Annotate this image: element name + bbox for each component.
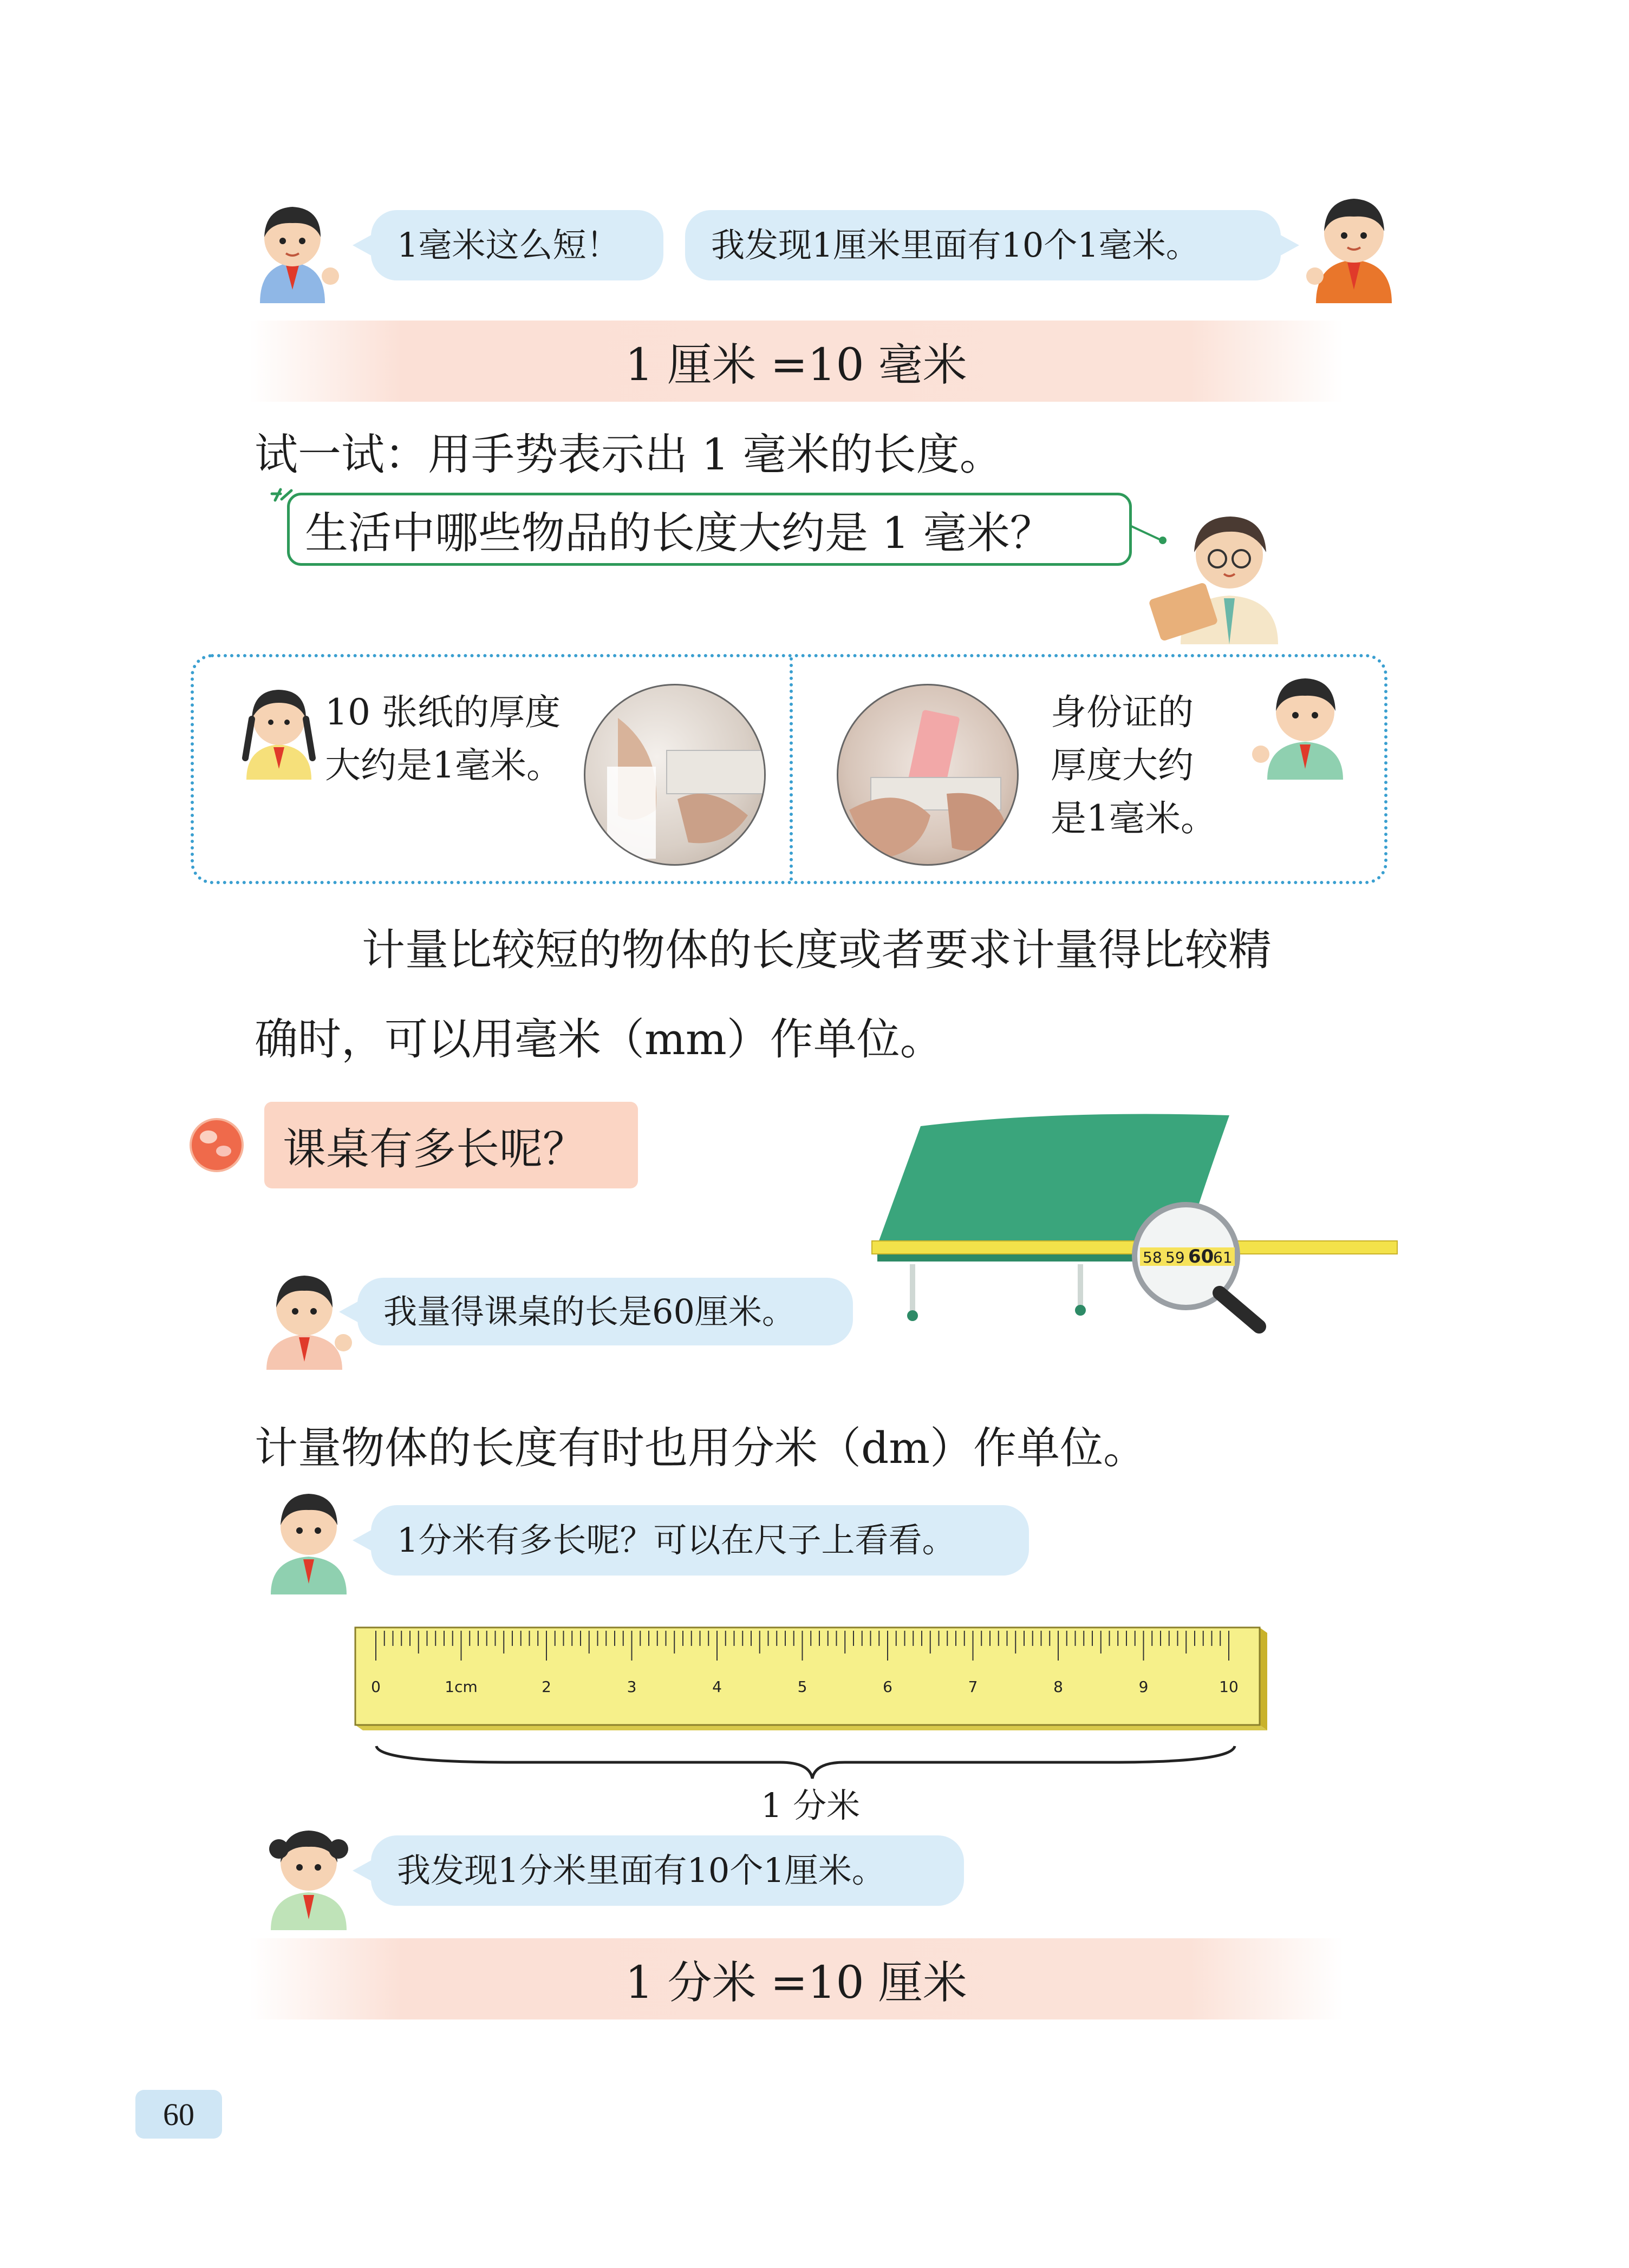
example-id-line3: 是1毫米。 (1051, 798, 1216, 839)
paragraph-dm: 计量物体的长度有时也用分米（dm）作单位。 (255, 1423, 1147, 1473)
formula-band-dm-cm (249, 1938, 1343, 2019)
teacher-icon (1143, 509, 1289, 644)
examples-divider (790, 657, 793, 881)
ruler-label: 5 (797, 1678, 807, 1696)
bubble-desk-length-text: 我量得课桌的长是60厘米。 (383, 1291, 796, 1331)
magnifier-tick-59: 59 (1165, 1249, 1185, 1266)
try-it-text: 试一试：用手势表示出 1 毫米的长度。 (255, 429, 1003, 480)
bubble-dm-question-text: 1分米有多长呢？可以在尺子上看看。 (397, 1520, 956, 1560)
ruler-label: 8 (1053, 1678, 1063, 1696)
section-ball-icon (187, 1115, 246, 1175)
example-id-line1: 身份证的 (1051, 691, 1194, 733)
desk-ruler-illustration (861, 1110, 1403, 1343)
ruler-label: 9 (1138, 1678, 1149, 1696)
formula-cm-mm: 1 厘米 =10 毫米 (625, 339, 967, 391)
girl-kid-left-icon (230, 677, 328, 780)
ruler-label: 3 (627, 1678, 637, 1696)
magnifier-tick-60: 60 (1188, 1246, 1214, 1267)
ruler-label: 6 (883, 1678, 892, 1696)
bubble-mm-short-text: 1毫米这么短！ (397, 225, 620, 265)
bubble-dm-question (371, 1505, 1029, 1576)
question-box (287, 493, 1132, 566)
ruler-label: 0 (371, 1678, 381, 1696)
magnifier-tick-61: 61 (1213, 1249, 1233, 1266)
paragraph-mm-line1: 计量比较短的物体的长度或者要求计量得比较精 (362, 925, 1272, 975)
bubble-mm-short (371, 210, 663, 280)
example-paper-line1: 10 张纸的厚度 (325, 691, 561, 733)
question-text: 生活中哪些物品的长度大约是 1 毫米？ (305, 508, 1053, 558)
ruler-label: 10 (1219, 1678, 1239, 1696)
section-title: 课桌有多长呢？ (283, 1123, 586, 1174)
formula-band-cm-mm (249, 321, 1343, 402)
girl-kid-dm-icon (257, 1816, 360, 1930)
section-title-box (264, 1102, 638, 1188)
bubble-cm-has-10mm (685, 210, 1281, 280)
bubble-cm-has-10mm-text: 我发现1厘米里面有10个1毫米。 (711, 225, 1200, 265)
example-paper-line2: 大约是1毫米。 (325, 744, 562, 786)
boy-kid-left-icon (238, 195, 347, 303)
example-id-line2: 厚度大约 (1051, 744, 1194, 786)
id-card-photo (837, 684, 1019, 866)
bubble-dm-has-10cm-text: 我发现1分米里面有10个1厘米。 (397, 1851, 885, 1890)
boy-kid-dm-icon (257, 1481, 360, 1594)
magnifier-tick-58: 58 (1143, 1249, 1162, 1266)
paragraph-mm-line2: 确时，可以用毫米（mm）作单位。 (255, 1014, 943, 1064)
paper-thickness-photo (584, 684, 766, 866)
brace-label: 1 分米 (761, 1786, 861, 1825)
bubble-desk-length (357, 1278, 853, 1345)
ruler-label: 7 (968, 1678, 978, 1696)
ruler-label: 2 (542, 1678, 551, 1696)
boy-kid-example-icon (1246, 663, 1359, 780)
page-number: 60 (163, 2096, 194, 2132)
bubble-dm-has-10cm (371, 1835, 964, 1906)
page-number-badge (135, 2090, 222, 2139)
ruler-label: 1cm (445, 1678, 478, 1696)
ruler-label: 4 (712, 1678, 722, 1696)
formula-dm-cm: 1 分米 =10 厘米 (625, 1957, 967, 2009)
boy-kid-right-icon (1300, 187, 1408, 303)
